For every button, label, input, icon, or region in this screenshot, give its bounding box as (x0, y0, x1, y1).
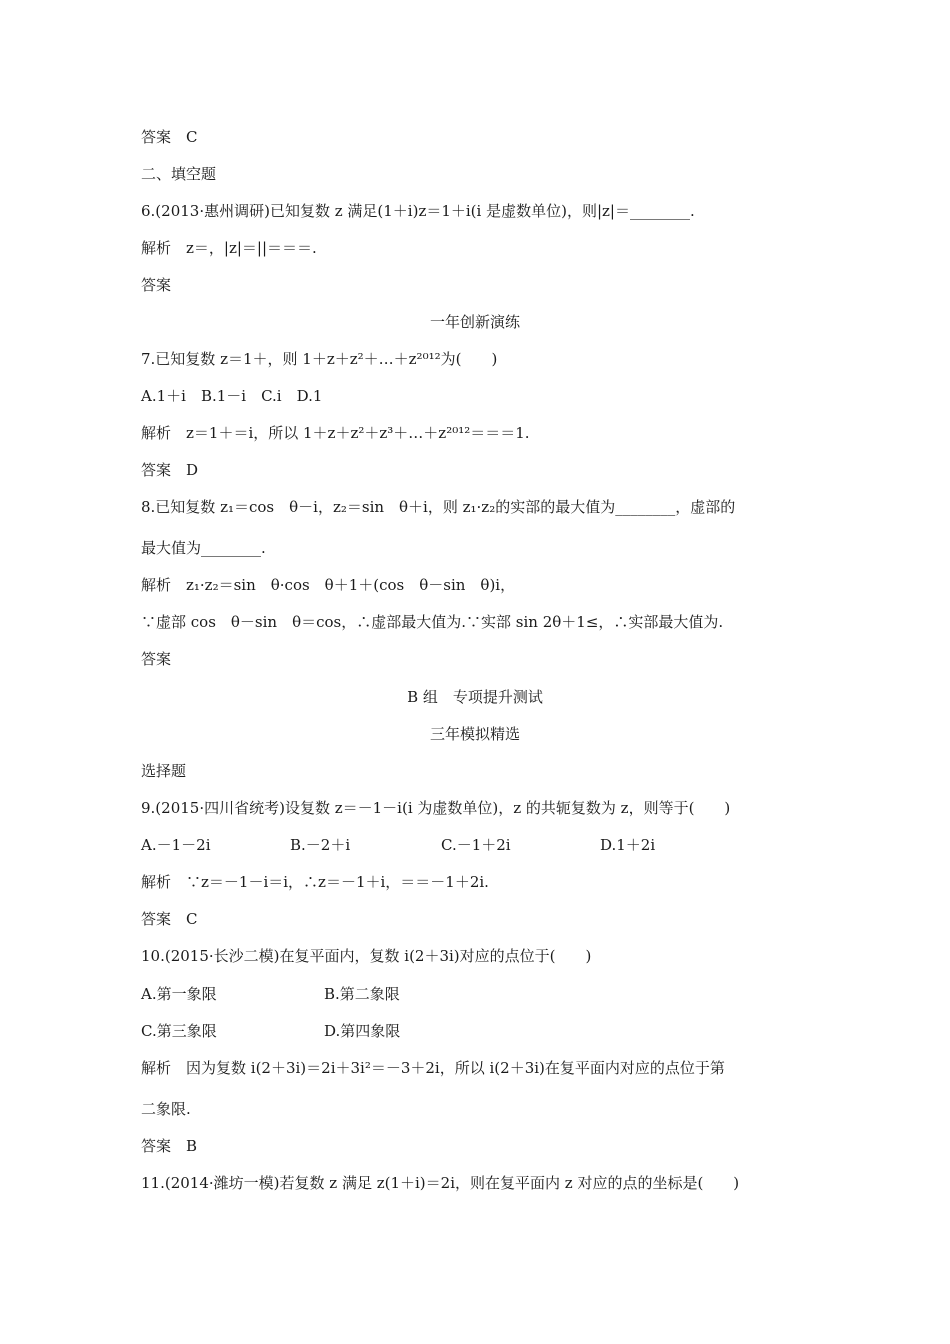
heading-innovation: 一年创新演练 (429, 313, 520, 331)
option-10b: B.第二象限 (324, 985, 400, 1003)
answer-7: 答案 D (141, 461, 199, 479)
heading-three-year: 三年模拟精选 (429, 725, 520, 743)
heading-group-b: B 组 专项提升测试 (407, 688, 543, 706)
option-10a: A.第一象限 (141, 985, 217, 1003)
answer-8: 答案 (141, 650, 172, 668)
option-9a: A.－1－2i (141, 836, 211, 854)
question-6: 6.(2013·惠州调研)已知复数 z 满足(1＋i)z＝1＋i(i 是虚数单位)，则|z|＝________. (141, 202, 695, 220)
question-10: 10.(2015·长沙二模)在复平面内，复数 i(2＋3i)对应的点位于( ) (141, 947, 592, 965)
answer-10: 答案 B (141, 1137, 198, 1155)
analysis-8: 解析 z₁·z₂＝sin θ·cos θ＋1＋(cos θ－sin θ)i， (141, 576, 516, 594)
analysis-10: 解析 因为复数 i(2＋3i)＝2i＋3i²＝－3＋2i，所以 i(2＋3i)在复平面内对应的点位于第 (141, 1059, 725, 1077)
analysis-9: 解析 ∵z＝－1－i＝i，∴z＝－1＋i，＝＝－1＋2i. (141, 873, 489, 891)
analysis-7: 解析 z＝1＋＝i，所以 1＋z＋z²＋z³＋…＋z²⁰¹²＝＝＝1. (141, 424, 530, 442)
analysis-10-cont: 二象限. (141, 1100, 191, 1118)
option-10c: C.第三象限 (141, 1022, 217, 1040)
option-9c: C.－1＋2i (441, 836, 511, 854)
answer-5: 答案 C (141, 128, 198, 146)
option-9d: D.1＋2i (600, 836, 656, 854)
analysis-8-cont: ∵虚部 cos θ－sin θ＝cos，∴虚部最大值为.∵实部 sin 2θ＋1≤，∴实部最大值为. (141, 613, 724, 631)
options-7: A.1＋i B.1－i C.i D.1 (141, 387, 323, 405)
question-11: 11.(2014·潍坊一模)若复数 z 满足 z(1＋i)＝2i，则在复平面内 z 对应的点的坐标是( ) (141, 1174, 740, 1192)
option-10d: D.第四象限 (324, 1022, 401, 1040)
section-fill-in: 二、填空题 (141, 165, 217, 183)
question-8-cont: 最大值为________. (141, 539, 266, 557)
section-choice: 选择题 (141, 762, 187, 780)
answer-6: 答案 (141, 276, 172, 294)
option-9b: B.－2＋i (290, 836, 351, 854)
question-7: 7.已知复数 z＝1＋，则 1＋z＋z²＋…＋z²⁰¹²为( ) (141, 350, 498, 368)
question-8: 8.已知复数 z₁＝cos θ－i，z₂＝sin θ＋i，则 z₁·z₂的实部的最大值为________，虚部的 (141, 498, 736, 516)
analysis-6: 解析 z＝，|z|＝||＝＝＝. (141, 239, 317, 257)
question-9: 9.(2015·四川省统考)设复数 z＝－1－i(i 为虚数单位)，z 的共轭复数为 z，则等于( ) (141, 799, 731, 817)
answer-9: 答案 C (141, 910, 198, 928)
